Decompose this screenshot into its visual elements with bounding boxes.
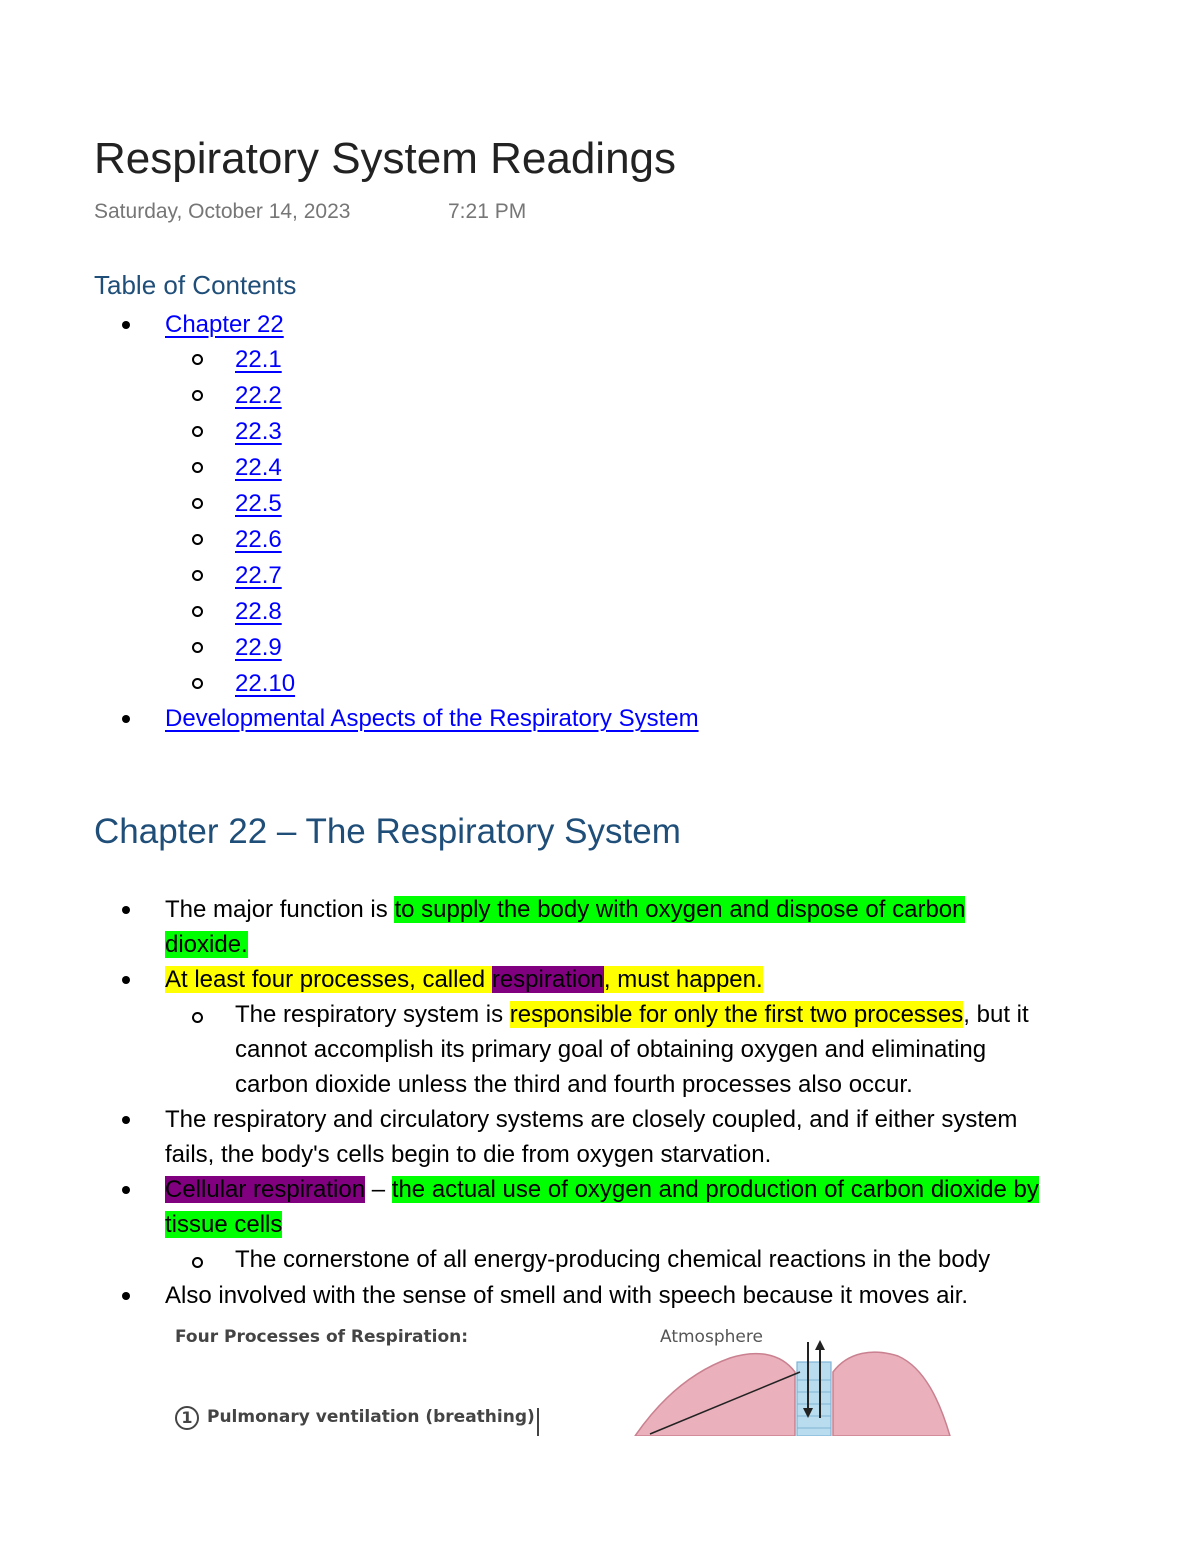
- text-dash: –: [365, 1176, 392, 1203]
- circle-bullet-icon: [192, 354, 203, 365]
- toc-link-22-4[interactable]: 22.4: [235, 454, 282, 481]
- bullet-coupled-line-2: fails, the body's cells begin to die from oxygen starvation.: [165, 1141, 772, 1168]
- circle-bullet-icon: [192, 570, 203, 581]
- toc-link-22-9[interactable]: 22.9: [235, 634, 282, 661]
- page-title: Respiratory System Readings: [94, 134, 677, 183]
- toc-item-22-6: [235, 522, 282, 558]
- toc-link-developmental[interactable]: Developmental Aspects of the Respiratory System: [165, 705, 699, 732]
- toc-item-22-2: [235, 378, 282, 414]
- circle-bullet-icon: [192, 498, 203, 509]
- step-1-badge: 1: [175, 1406, 199, 1430]
- figure-step-1-label: Pulmonary ventilation (breathing): [207, 1407, 535, 1427]
- left-lung-shape: [635, 1354, 795, 1436]
- toc-item-22-7: [235, 558, 282, 594]
- right-lung-shape: [833, 1352, 950, 1436]
- sub-bullet-first-two-line-2: cannot accomplish its primary goal of obtaining oxygen and eliminating: [235, 1036, 987, 1063]
- highlight-green: the actual use of oxygen and production of carbon dioxide by: [391, 1176, 1039, 1203]
- figure-atmosphere-label: Atmosphere: [660, 1327, 763, 1347]
- bullet-icon: [122, 1116, 130, 1124]
- circle-bullet-icon: [192, 1257, 203, 1268]
- circle-bullet-icon: [192, 1012, 203, 1023]
- toc-item-22-5: [235, 486, 282, 522]
- highlight-yellow: responsible for only the first two processes: [509, 1001, 964, 1028]
- highlight-green: tissue cells: [165, 1211, 283, 1238]
- circle-bullet-icon: [192, 462, 203, 473]
- sub-bullet-first-two-line-1: [235, 997, 1029, 1032]
- bullet-icon: [122, 1292, 130, 1300]
- highlight-yellow: At least four processes, called: [165, 966, 492, 993]
- circle-bullet-icon: [192, 678, 203, 689]
- circle-bullet-icon: [192, 606, 203, 617]
- highlight-green: dioxide.: [165, 931, 248, 958]
- circle-bullet-icon: [192, 534, 203, 545]
- bullet-icon: [122, 976, 130, 984]
- toc-item-22-10: [235, 666, 295, 702]
- trachea-shape: [797, 1362, 831, 1436]
- text-plain: , but it: [963, 1001, 1029, 1028]
- figure-title: Four Processes of Respiration:: [175, 1327, 469, 1347]
- bullet-icon: [122, 321, 130, 329]
- text-plain: The respiratory system is: [235, 1001, 510, 1028]
- bullet-cellular-respiration-line-2: [165, 1207, 282, 1242]
- toc-link-22-10[interactable]: 22.10: [235, 670, 296, 697]
- toc-item-22-4: [235, 450, 282, 486]
- toc-link-22-8[interactable]: 22.8: [235, 598, 282, 625]
- toc-link-22-6[interactable]: 22.6: [235, 526, 282, 553]
- toc-item-22-3: [235, 414, 282, 450]
- toc-heading: Table of Contents: [94, 270, 297, 300]
- text-plain: The major function is: [165, 896, 395, 923]
- bullet-icon: [122, 715, 130, 723]
- toc-item-22-1: [235, 342, 282, 378]
- toc-link-22-2[interactable]: 22.2: [235, 382, 282, 409]
- respiration-figure: [165, 1322, 965, 1436]
- circle-bullet-icon: [192, 426, 203, 437]
- toc-item-chapter-22: [165, 307, 284, 343]
- bullet-cellular-respiration-line-1: [165, 1172, 1039, 1207]
- bullet-four-processes: [165, 962, 763, 997]
- highlight-purple: respiration: [491, 966, 604, 993]
- highlight-green: to supply the body with oxygen and dispose of carbon: [394, 896, 966, 923]
- circle-bullet-icon: [192, 642, 203, 653]
- circle-bullet-icon: [192, 390, 203, 401]
- toc-item-22-9: [235, 630, 282, 666]
- page-time: 7:21 PM: [448, 200, 527, 223]
- toc-link-22-1[interactable]: 22.1: [235, 346, 282, 373]
- bullet-major-function-line-1: [165, 892, 965, 927]
- bullet-smell-speech: Also involved with the sense of smell and with speech because it moves air.: [165, 1282, 969, 1309]
- sub-bullet-first-two-line-3: carbon dioxide unless the third and fourth processes also occur.: [235, 1071, 913, 1098]
- toc-link-chapter-22[interactable]: Chapter 22: [165, 311, 284, 338]
- toc-item-22-8: [235, 594, 282, 630]
- highlight-purple: Cellular respiration: [165, 1176, 366, 1203]
- bullet-coupled-line-1: The respiratory and circulatory systems are closely coupled, and if either system: [165, 1106, 1018, 1133]
- chapter-heading: Chapter 22 – The Respiratory System: [94, 812, 681, 851]
- toc-link-22-5[interactable]: 22.5: [235, 490, 282, 517]
- toc-link-22-7[interactable]: 22.7: [235, 562, 282, 589]
- lungs-diagram: [165, 1322, 965, 1436]
- bullet-icon: [122, 906, 130, 914]
- bullet-icon: [122, 1186, 130, 1194]
- toc-link-22-3[interactable]: 22.3: [235, 418, 282, 445]
- sub-bullet-cornerstone: The cornerstone of all energy-producing chemical reactions in the body: [235, 1246, 991, 1273]
- page-date: Saturday, October 14, 2023: [94, 200, 351, 223]
- toc-item-developmental: [165, 701, 699, 737]
- bullet-major-function-line-2: [165, 927, 248, 962]
- highlight-yellow: , must happen.: [603, 966, 763, 993]
